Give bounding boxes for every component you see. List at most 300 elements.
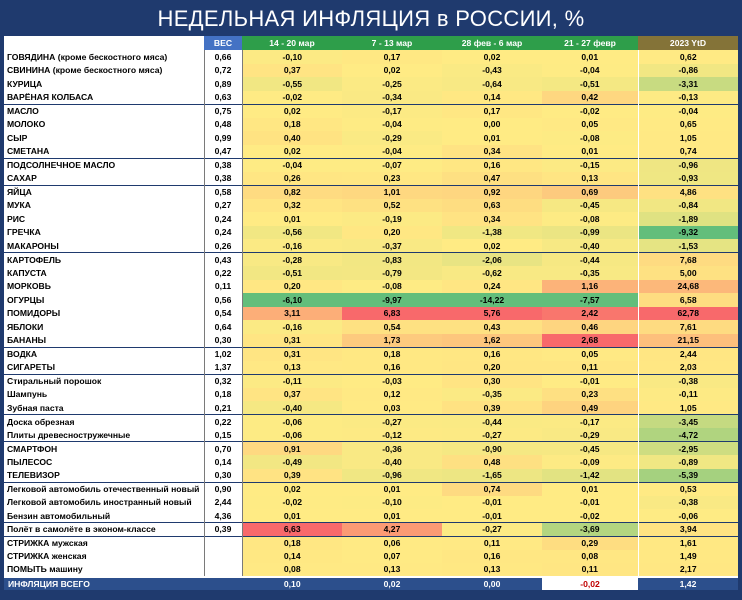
period-cell: -1,42 [542, 469, 638, 483]
period-cell: 0,52 [342, 199, 442, 213]
period-cell: 0,02 [342, 64, 442, 78]
period-cell: 0,02 [242, 104, 342, 118]
inflation-table [4, 36, 738, 590]
table-row [4, 266, 738, 280]
period-cell: -7,57 [542, 293, 638, 307]
row-label: Шампунь [4, 388, 204, 402]
row-label: Плиты древесностружечные [4, 428, 204, 442]
ytd-cell: 1,05 [638, 401, 738, 415]
table-row [4, 185, 738, 199]
period-cell: 0,23 [542, 388, 638, 402]
weight-cell: 0,58 [204, 185, 242, 199]
period-cell: 5,76 [442, 307, 542, 321]
ytd-cell: -0,06 [638, 509, 738, 523]
row-label: МОРКОВЬ [4, 280, 204, 294]
weight-cell: 0,14 [204, 455, 242, 469]
row-label: СТРИЖКА женская [4, 550, 204, 564]
period-cell: -0,04 [342, 118, 442, 132]
period-cell: 0,47 [442, 172, 542, 186]
weight-cell: 0,75 [204, 104, 242, 118]
header-period-1: 14 - 20 мар [242, 36, 342, 50]
period-cell: 0,01 [342, 509, 442, 523]
table-row [4, 442, 738, 456]
row-label: МУКА [4, 199, 204, 213]
ytd-cell: 6,58 [638, 293, 738, 307]
ytd-cell: -0,93 [638, 172, 738, 186]
ytd-cell: -4,72 [638, 428, 738, 442]
period-cell: 0,49 [542, 401, 638, 415]
ytd-cell: 3,94 [638, 523, 738, 537]
period-cell: -0,43 [442, 64, 542, 78]
ytd-cell: 62,78 [638, 307, 738, 321]
table-row [4, 131, 738, 145]
row-label: САХАР [4, 172, 204, 186]
total-row [4, 577, 738, 591]
period-cell: -0,62 [442, 266, 542, 280]
weight-cell: 0,27 [204, 199, 242, 213]
weight-cell: 0,64 [204, 320, 242, 334]
period-cell: 0,18 [242, 118, 342, 132]
table-row [4, 50, 738, 64]
weight-cell: 0,48 [204, 118, 242, 132]
period-cell: -0,01 [542, 496, 638, 510]
table-row [4, 347, 738, 361]
ytd-cell: -0,89 [638, 455, 738, 469]
weight-cell [204, 563, 242, 577]
row-label: ВАРЁНАЯ КОЛБАСА [4, 91, 204, 105]
period-cell: -0,27 [442, 428, 542, 442]
period-cell: 0,08 [242, 563, 342, 577]
table-row [4, 496, 738, 510]
table-row [4, 469, 738, 483]
ytd-cell: 2,17 [638, 563, 738, 577]
period-cell: 0,23 [342, 172, 442, 186]
table-row [4, 118, 738, 132]
period-cell: -0,02 [542, 509, 638, 523]
period-cell: 0,13 [342, 563, 442, 577]
period-cell: 0,02 [442, 239, 542, 253]
period-cell: 0,82 [242, 185, 342, 199]
ytd-cell: -0,38 [638, 496, 738, 510]
row-label: КАРТОФЕЛЬ [4, 253, 204, 267]
period-cell: -0,17 [342, 104, 442, 118]
period-cell: -0,11 [242, 374, 342, 388]
period-cell: -0,01 [542, 374, 638, 388]
period-cell: -0,36 [342, 442, 442, 456]
table-row [4, 455, 738, 469]
table-row [4, 212, 738, 226]
total-cell: 0,02 [342, 577, 442, 591]
period-cell: 0,01 [242, 212, 342, 226]
period-cell: -0,45 [542, 199, 638, 213]
period-cell: 0,18 [342, 347, 442, 361]
period-cell: -0,25 [342, 77, 442, 91]
ytd-cell: -0,04 [638, 104, 738, 118]
ytd-cell: -1,89 [638, 212, 738, 226]
period-cell: 0,31 [242, 334, 342, 348]
ytd-cell: 5,00 [638, 266, 738, 280]
period-cell: 0,01 [342, 482, 442, 496]
row-label: СМАРТФОН [4, 442, 204, 456]
period-cell: -0,29 [542, 428, 638, 442]
period-cell: 0,01 [542, 50, 638, 64]
total-cell: 0,10 [242, 577, 342, 591]
weight-cell: 0,26 [204, 239, 242, 253]
period-cell: 0,05 [542, 347, 638, 361]
period-cell: -0,01 [442, 496, 542, 510]
period-cell: -0,10 [342, 496, 442, 510]
period-cell: 0,43 [442, 320, 542, 334]
total-cell: -0,02 [542, 577, 638, 591]
row-label: Доска обрезная [4, 415, 204, 429]
period-cell: 0,14 [442, 91, 542, 105]
table-row [4, 509, 738, 523]
ytd-cell: 4,86 [638, 185, 738, 199]
period-cell: -0,99 [542, 226, 638, 240]
row-label: Легковой автомобиль отечественный новый [4, 482, 204, 496]
row-label: СМЕТАНА [4, 145, 204, 159]
period-cell: 0,02 [242, 482, 342, 496]
period-cell: -0,16 [242, 320, 342, 334]
table-row [4, 239, 738, 253]
ytd-cell: 0,74 [638, 145, 738, 159]
period-cell: 0,11 [542, 361, 638, 375]
period-cell: 0,32 [242, 199, 342, 213]
row-label: ПОМЫТЬ машину [4, 563, 204, 577]
table-row [4, 550, 738, 564]
period-cell: 0,34 [442, 212, 542, 226]
ytd-cell: 7,61 [638, 320, 738, 334]
header-period-2: 7 - 13 мар [342, 36, 442, 50]
table-row [4, 523, 738, 537]
period-cell: -0,04 [542, 64, 638, 78]
period-cell: -0,40 [242, 401, 342, 415]
weight-cell [204, 550, 242, 564]
weight-cell: 0,24 [204, 212, 242, 226]
table-row [4, 482, 738, 496]
row-label: МОЛОКО [4, 118, 204, 132]
table-body [4, 50, 738, 590]
header-row [4, 36, 738, 50]
weight-cell: 0,24 [204, 226, 242, 240]
period-cell: -0,08 [542, 212, 638, 226]
period-cell: 0,06 [342, 536, 442, 550]
ytd-cell: -0,84 [638, 199, 738, 213]
period-cell: -0,02 [242, 91, 342, 105]
header-ytd: 2023 YtD [638, 36, 738, 50]
row-label: ПОДСОЛНЕЧНОЕ МАСЛО [4, 158, 204, 172]
table-row [4, 563, 738, 577]
period-cell: -0,96 [342, 469, 442, 483]
period-cell: -0,27 [442, 523, 542, 537]
period-cell: 6,63 [242, 523, 342, 537]
period-cell: -0,02 [542, 104, 638, 118]
weight-cell: 0,15 [204, 428, 242, 442]
period-cell: -14,22 [442, 293, 542, 307]
row-label: ПОМИДОРЫ [4, 307, 204, 321]
period-cell: -0,40 [542, 239, 638, 253]
period-cell: 0,18 [242, 536, 342, 550]
period-cell: -0,35 [542, 266, 638, 280]
row-label: МАСЛО [4, 104, 204, 118]
period-cell: 0,11 [442, 536, 542, 550]
ytd-cell: -0,86 [638, 64, 738, 78]
period-cell: 0,13 [542, 172, 638, 186]
period-cell: 0,37 [242, 64, 342, 78]
ytd-cell: -3,31 [638, 77, 738, 91]
row-label: ГРЕЧКА [4, 226, 204, 240]
period-cell: -0,37 [342, 239, 442, 253]
header-blank [4, 36, 204, 50]
table-row [4, 536, 738, 550]
weight-cell: 0,72 [204, 64, 242, 78]
ytd-cell: -2,95 [638, 442, 738, 456]
row-label: СИГАРЕТЫ [4, 361, 204, 375]
period-cell: -0,17 [542, 415, 638, 429]
period-cell: 0,30 [442, 374, 542, 388]
weight-cell [204, 536, 242, 550]
period-cell: -9,97 [342, 293, 442, 307]
period-cell: 0,29 [542, 536, 638, 550]
period-cell: 0,16 [442, 550, 542, 564]
period-cell: -0,07 [342, 158, 442, 172]
period-cell: 0,24 [442, 280, 542, 294]
row-label: Полёт в самолёте в эконом-классе [4, 523, 204, 537]
period-cell: 0,20 [342, 226, 442, 240]
period-cell: 0,39 [242, 469, 342, 483]
period-cell: -0,79 [342, 266, 442, 280]
period-cell: 2,42 [542, 307, 638, 321]
period-cell: -0,83 [342, 253, 442, 267]
period-cell: -0,35 [442, 388, 542, 402]
row-label: Стиральный порошок [4, 374, 204, 388]
period-cell: 0,03 [342, 401, 442, 415]
table-row [4, 428, 738, 442]
period-cell: 2,68 [542, 334, 638, 348]
weight-cell: 0,11 [204, 280, 242, 294]
row-label: ТЕЛЕВИЗОР [4, 469, 204, 483]
period-cell: -0,40 [342, 455, 442, 469]
ytd-cell: -0,11 [638, 388, 738, 402]
period-cell: 0,69 [542, 185, 638, 199]
ytd-cell: 2,44 [638, 347, 738, 361]
period-cell: -0,12 [342, 428, 442, 442]
table-row [4, 415, 738, 429]
period-cell: 0,20 [442, 361, 542, 375]
period-cell: -0,55 [242, 77, 342, 91]
row-label: Бензин автомобильный [4, 509, 204, 523]
ytd-cell: 1,49 [638, 550, 738, 564]
period-cell: 3,11 [242, 307, 342, 321]
total-weight-cell [204, 577, 242, 591]
period-cell: 0,11 [542, 563, 638, 577]
period-cell: -0,90 [442, 442, 542, 456]
period-cell: -0,09 [542, 455, 638, 469]
period-cell: -0,04 [342, 145, 442, 159]
table-row [4, 226, 738, 240]
ytd-cell: 0,53 [638, 482, 738, 496]
weight-cell: 0,99 [204, 131, 242, 145]
table-row [4, 145, 738, 159]
period-cell: -0,28 [242, 253, 342, 267]
period-cell: 0,01 [542, 145, 638, 159]
period-cell: 1,16 [542, 280, 638, 294]
ytd-cell: -1,53 [638, 239, 738, 253]
period-cell: -0,49 [242, 455, 342, 469]
period-cell: 1,62 [442, 334, 542, 348]
period-cell: -0,64 [442, 77, 542, 91]
weight-cell: 0,38 [204, 172, 242, 186]
period-cell: 1,73 [342, 334, 442, 348]
weight-cell: 0,47 [204, 145, 242, 159]
weight-cell: 0,54 [204, 307, 242, 321]
ytd-cell: 0,65 [638, 118, 738, 132]
ytd-cell: 0,62 [638, 50, 738, 64]
period-cell: 0,92 [442, 185, 542, 199]
ytd-cell: -0,38 [638, 374, 738, 388]
row-label: МАКАРОНЫ [4, 239, 204, 253]
row-label: ПЫЛЕСОС [4, 455, 204, 469]
period-cell: 0,16 [442, 347, 542, 361]
weight-cell: 0,38 [204, 158, 242, 172]
period-cell: 0,13 [242, 361, 342, 375]
period-cell: 0,01 [542, 482, 638, 496]
period-cell: -0,19 [342, 212, 442, 226]
period-cell: 0,26 [242, 172, 342, 186]
period-cell: -1,38 [442, 226, 542, 240]
period-cell: -0,06 [242, 428, 342, 442]
period-cell: 6,83 [342, 307, 442, 321]
period-cell: 0,16 [342, 361, 442, 375]
period-cell: -2,06 [442, 253, 542, 267]
row-label: ЯБЛОКИ [4, 320, 204, 334]
row-label: СЫР [4, 131, 204, 145]
period-cell: 0,01 [242, 509, 342, 523]
ytd-cell: -0,96 [638, 158, 738, 172]
table-row [4, 361, 738, 375]
row-label: ГОВЯДИНА (кроме бескостного мяса) [4, 50, 204, 64]
period-cell: 0,01 [442, 131, 542, 145]
table-row [4, 64, 738, 78]
period-cell: 0,08 [542, 550, 638, 564]
period-cell: -1,65 [442, 469, 542, 483]
weight-cell: 0,70 [204, 442, 242, 456]
weight-cell: 0,43 [204, 253, 242, 267]
period-cell: -0,44 [442, 415, 542, 429]
table-row [4, 334, 738, 348]
ytd-cell: -0,13 [638, 91, 738, 105]
row-label: БАНАНЫ [4, 334, 204, 348]
period-cell: 0,16 [442, 158, 542, 172]
ytd-cell: 1,61 [638, 536, 738, 550]
period-cell: -0,01 [442, 509, 542, 523]
period-cell: 0,54 [342, 320, 442, 334]
header-weight: ВЕС [204, 36, 242, 50]
period-cell: 0,63 [442, 199, 542, 213]
weight-cell: 0,63 [204, 91, 242, 105]
ytd-cell: 7,68 [638, 253, 738, 267]
period-cell: -0,06 [242, 415, 342, 429]
weight-cell: 0,30 [204, 334, 242, 348]
period-cell: -3,69 [542, 523, 638, 537]
period-cell: 0,02 [442, 50, 542, 64]
period-cell: -0,04 [242, 158, 342, 172]
ytd-cell: -9,32 [638, 226, 738, 240]
weight-cell: 0,22 [204, 266, 242, 280]
period-cell: 0,14 [242, 550, 342, 564]
row-label: СТРИЖКА мужская [4, 536, 204, 550]
table-row [4, 91, 738, 105]
table-row [4, 199, 738, 213]
period-cell: 0,37 [242, 388, 342, 402]
total-label: ИНФЛЯЦИЯ ВСЕГО [4, 577, 204, 591]
period-cell: -0,08 [542, 131, 638, 145]
weight-cell: 1,02 [204, 347, 242, 361]
table-row [4, 104, 738, 118]
period-cell: 0,17 [342, 50, 442, 64]
table-row [4, 307, 738, 321]
period-cell: 0,02 [242, 145, 342, 159]
period-cell: 0,05 [542, 118, 638, 132]
period-cell: 4,27 [342, 523, 442, 537]
weight-cell: 0,22 [204, 415, 242, 429]
period-cell: 0,42 [542, 91, 638, 105]
table-row [4, 172, 738, 186]
ytd-cell: 2,03 [638, 361, 738, 375]
period-cell: -0,27 [342, 415, 442, 429]
ytd-cell: -3,45 [638, 415, 738, 429]
ytd-cell: 1,05 [638, 131, 738, 145]
table-row [4, 158, 738, 172]
period-cell: 0,40 [242, 131, 342, 145]
period-cell: 0,07 [342, 550, 442, 564]
weight-cell: 0,18 [204, 388, 242, 402]
period-cell: -0,29 [342, 131, 442, 145]
period-cell: 1,01 [342, 185, 442, 199]
period-cell: -0,16 [242, 239, 342, 253]
weight-cell: 0,89 [204, 77, 242, 91]
period-cell: -0,10 [242, 50, 342, 64]
table-row [4, 401, 738, 415]
total-cell: 1,42 [638, 577, 738, 591]
table-row [4, 293, 738, 307]
table-row [4, 280, 738, 294]
period-cell: -0,08 [342, 280, 442, 294]
ytd-cell: -5,39 [638, 469, 738, 483]
period-cell: 0,74 [442, 482, 542, 496]
weight-cell: 0,32 [204, 374, 242, 388]
row-label: Легковой автомобиль иностранный новый [4, 496, 204, 510]
period-cell: -0,56 [242, 226, 342, 240]
period-cell: -0,51 [242, 266, 342, 280]
period-cell: 0,12 [342, 388, 442, 402]
period-cell: 0,39 [442, 401, 542, 415]
period-cell: 0,13 [442, 563, 542, 577]
period-cell: 0,91 [242, 442, 342, 456]
weight-cell: 0,56 [204, 293, 242, 307]
period-cell: -0,45 [542, 442, 638, 456]
weight-cell: 0,30 [204, 469, 242, 483]
ytd-cell: 24,68 [638, 280, 738, 294]
period-cell: 0,31 [242, 347, 342, 361]
row-label: ЯЙЦА [4, 185, 204, 199]
row-label: ОГУРЦЫ [4, 293, 204, 307]
table-row [4, 320, 738, 334]
row-label: КУРИЦА [4, 77, 204, 91]
table-row [4, 374, 738, 388]
weight-cell: 0,90 [204, 482, 242, 496]
period-cell: 0,34 [442, 145, 542, 159]
